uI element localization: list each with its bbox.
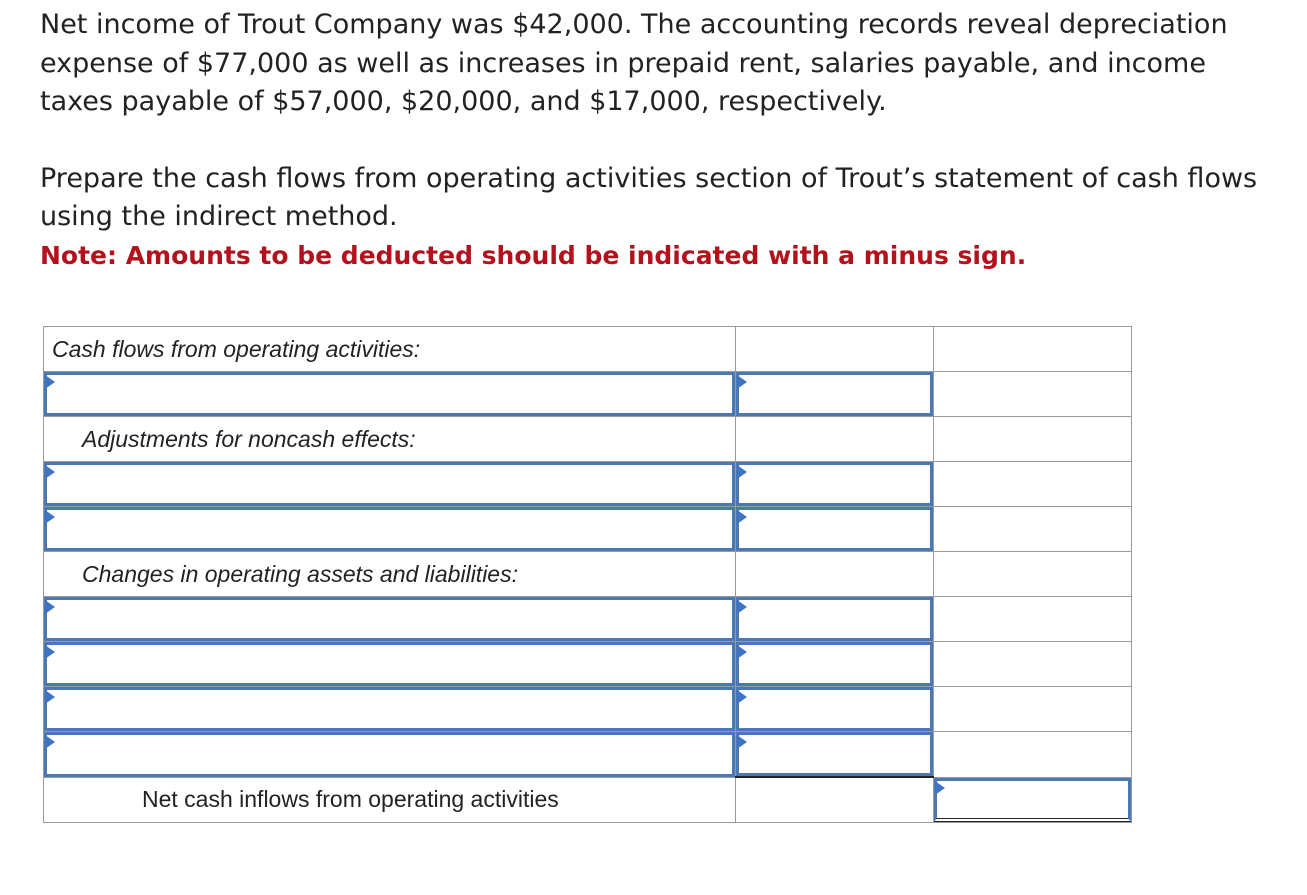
worksheet-row-adjustments xyxy=(44,417,1132,462)
worksheet-row-heading xyxy=(44,327,1132,372)
problem-statement xyxy=(40,6,1280,275)
total-input-cell xyxy=(934,777,1132,823)
worksheet-empty-cell xyxy=(934,687,1132,732)
worksheet-empty-cell xyxy=(934,507,1132,552)
problem-paragraph-1: Net income of Trout Company was $42,000. The accounting records reveal depreciation expense of $77,000 as well as increases in prepaid rent, salaries payable, and income taxes payable of $57,000, $20,000, and $17,000, respectively. xyxy=(40,9,1228,117)
amount-input-cell xyxy=(736,687,934,732)
total-label: Net cash inflows from operating activities xyxy=(44,777,736,823)
amount-input-cell xyxy=(736,372,934,417)
worksheet-empty-cell xyxy=(934,642,1132,687)
worksheet-empty-cell xyxy=(934,552,1132,597)
amount-input-6[interactable] xyxy=(736,687,933,731)
worksheet-empty-cell xyxy=(934,327,1132,372)
label-input-cell xyxy=(44,642,736,687)
label-input-cell xyxy=(44,372,736,417)
worksheet-empty-cell xyxy=(934,417,1132,462)
worksheet-heading-label: Cash flows from operating activities: xyxy=(44,327,736,372)
label-input-cell xyxy=(44,732,736,778)
amount-input-cell xyxy=(736,507,934,552)
worksheet-empty-cell xyxy=(934,462,1132,507)
amount-input-3[interactable] xyxy=(736,507,933,551)
amount-input-7[interactable] xyxy=(736,732,933,776)
worksheet-row-input-2 xyxy=(44,462,1132,507)
amount-input-1[interactable] xyxy=(736,372,933,416)
worksheet-row-total xyxy=(44,777,1132,823)
label-input-1[interactable] xyxy=(44,372,735,416)
worksheet-empty-cell xyxy=(934,597,1132,642)
worksheet-row-input-5 xyxy=(44,642,1132,687)
adjustments-label: Adjustments for noncash effects: xyxy=(44,417,736,462)
worksheet-row-input-4 xyxy=(44,597,1132,642)
worksheet-row-input-3 xyxy=(44,507,1132,552)
worksheet-row-input-6 xyxy=(44,687,1132,732)
worksheet-row-input-7 xyxy=(44,732,1132,778)
total-amount-input[interactable] xyxy=(934,778,1131,823)
amount-input-2[interactable] xyxy=(736,462,933,506)
label-input-7[interactable] xyxy=(44,732,735,777)
worksheet-row-changes xyxy=(44,552,1132,597)
label-input-6[interactable] xyxy=(44,687,735,731)
label-input-cell xyxy=(44,507,736,552)
problem-paragraph-2: Prepare the cash flows from operating activities section of Trout’s statement of cash flows using the indirect method. xyxy=(40,162,1258,232)
worksheet-empty-cell xyxy=(736,552,934,597)
worksheet-empty-cell xyxy=(934,732,1132,778)
label-input-cell xyxy=(44,597,736,642)
amount-input-cell xyxy=(736,597,934,642)
worksheet-empty-cell xyxy=(934,372,1132,417)
worksheet-empty-cell xyxy=(736,327,934,372)
worksheet-empty-cell xyxy=(736,777,934,823)
amount-input-5[interactable] xyxy=(736,642,933,686)
label-input-cell xyxy=(44,687,736,732)
label-input-cell xyxy=(44,462,736,507)
label-input-4[interactable] xyxy=(44,597,735,641)
label-input-3[interactable] xyxy=(44,507,735,551)
amount-input-cell xyxy=(736,732,934,778)
amount-input-cell xyxy=(736,642,934,687)
worksheet-row-input-1 xyxy=(44,372,1132,417)
changes-label: Changes in operating assets and liabilities: xyxy=(44,552,736,597)
amount-input-cell xyxy=(736,462,934,507)
worksheet-empty-cell xyxy=(736,417,934,462)
cash-flow-worksheet xyxy=(43,326,1132,823)
amount-input-4[interactable] xyxy=(736,597,933,641)
label-input-5[interactable] xyxy=(44,642,735,686)
label-input-2[interactable] xyxy=(44,462,735,506)
problem-note: Note: Amounts to be deducted should be indicated with a minus sign. xyxy=(40,240,1027,270)
